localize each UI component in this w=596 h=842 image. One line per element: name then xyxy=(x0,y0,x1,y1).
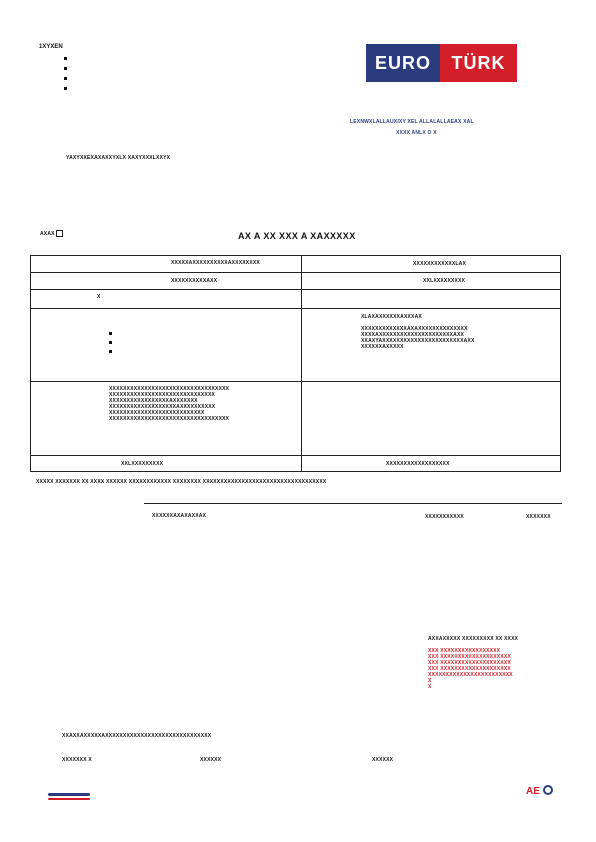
left-info-line: XXXXXXXXXXXXXXXXXXXXXXXXXXX xyxy=(109,410,205,416)
address-line-1: LEXNWXLALLAUXIXY XEL ALLALALLAEAX XAL xyxy=(350,119,474,125)
row1-right: XXXXXXXXXXXXLAX xyxy=(413,261,467,267)
row1-left: XXXXXAXXXXXXXXXXAXXXXXXXX xyxy=(171,260,260,266)
details-table xyxy=(30,255,561,472)
signature-right: XXXXXXX xyxy=(526,514,551,520)
left-info-line: XXXXXXXXXXXXXXXXXXXXXXXXXXXXXXXXXX xyxy=(109,386,230,392)
right-info-line: XXXXXXXXXXXXXAXAXXXXXXXXXXXXXX xyxy=(361,326,468,332)
ref-label-text: AXAX xyxy=(40,230,55,237)
bottom-note: XXAXXAXXXXXAXXXXXXXXXXXXXXXXXXXXXXXXXXXXXX xyxy=(62,733,212,739)
left-dots xyxy=(109,332,112,353)
bottom-col-1: XXXXXXX X xyxy=(62,757,92,763)
footer-left: XXLXXXXXXXXX xyxy=(121,461,164,467)
ref-label xyxy=(40,230,63,237)
right-info-line: XXXXAXXXXXXXXXXXXXXXXXXXXXAXX xyxy=(361,332,465,338)
eurotürk-logo xyxy=(366,44,517,82)
ref-checkbox[interactable] xyxy=(56,230,63,237)
table-row-divider xyxy=(31,308,560,309)
logo-euro-text: EURO xyxy=(366,44,440,82)
contact-red-line: XXX XXXXXXXXXXXXXXXXXXXX xyxy=(428,654,511,660)
meta-line: XXXXX XXXXXXX XX XXXX XXXXXX XXXXXXXXXXXX XXXXXXXX XXXXXXXXXXXXXXXXXXXXXXXXXXXXXXXXXXX xyxy=(36,479,327,485)
logo-turk-text: TÜRK xyxy=(440,44,517,82)
contact-line: AXXAXXXXX XXXXXXXXX XX XXXX xyxy=(428,636,519,642)
row2-right: XXLXXXXXXXXX xyxy=(423,278,466,284)
footer-right: XXXXXXXXXXXXXXXXXX xyxy=(386,461,450,467)
contact-red-line: X xyxy=(428,684,432,690)
left-info-line: XXXXXXXXXXXXXXXXXXXAXXXXXXXXXX xyxy=(109,404,216,410)
recipient-line: YAXYXXEXAXAXXYXLX XAXYXXXLXXYX xyxy=(66,155,171,161)
table-row-divider xyxy=(31,289,560,290)
table-row-divider xyxy=(31,272,560,273)
contact-red-line: XXXXXXXXXXXXXXXXXXXXXXXX xyxy=(428,672,513,678)
signature-left: XXXXXXAXAXAXXAX xyxy=(152,513,207,519)
left-info-block xyxy=(109,386,299,422)
row2-left: XXXXXXXXXXAXX xyxy=(171,278,218,284)
left-info-line: XXXXXXXXXXXXXXXXXAXXXXXXX xyxy=(109,398,198,404)
right-info-line: XXAXYAXXXXXXXXXXXXXXXXXXXXXXXAXX xyxy=(361,338,475,344)
contact-red-line: XXX XXXXXXXXXXXXXXXXXXXX xyxy=(428,660,511,666)
svg-text:AE: AE xyxy=(526,786,540,797)
signature-rule xyxy=(144,503,562,504)
signature-mid: XXXXXXXXXXX xyxy=(425,514,464,520)
contact-red-line: XXX XXXXXXXXXXXXXXXXXXXX xyxy=(428,666,511,672)
left-info-line: XXXXXXXXXXXXXXXXXXXXXXXXXXXXXX xyxy=(109,392,216,398)
contact-red-line: XXX XXXXXXXXXXXXXXXXX xyxy=(428,648,501,654)
left-info-line: XXXXXXXXXXXXXXXXXXXXXXXXXXXXXXXXXX xyxy=(109,416,230,422)
footer-left-logo xyxy=(48,793,90,803)
footer-right-logo xyxy=(526,783,554,797)
right-info-block xyxy=(361,314,557,350)
doc-title: AX A XX XXX A XAXXXXX xyxy=(238,231,356,241)
table-row-divider xyxy=(31,381,560,382)
right-info-line: XXXXXXAXXXXX xyxy=(361,344,404,350)
contact-red-block xyxy=(428,648,513,690)
table-row-divider xyxy=(31,455,560,456)
dot-column xyxy=(64,57,68,97)
right-info-line: XLAXAXXXXXXAXXXAX xyxy=(361,314,422,320)
bottom-col-3: XXXXXX xyxy=(372,757,394,763)
contact-red-line: X xyxy=(428,678,432,684)
row3-left: X xyxy=(97,294,101,300)
bottom-col-2: XXXXXX xyxy=(200,757,222,763)
address-line-2: XXXX ANLX O X xyxy=(396,130,437,136)
header-left-label: 1XYXEN xyxy=(39,44,63,50)
